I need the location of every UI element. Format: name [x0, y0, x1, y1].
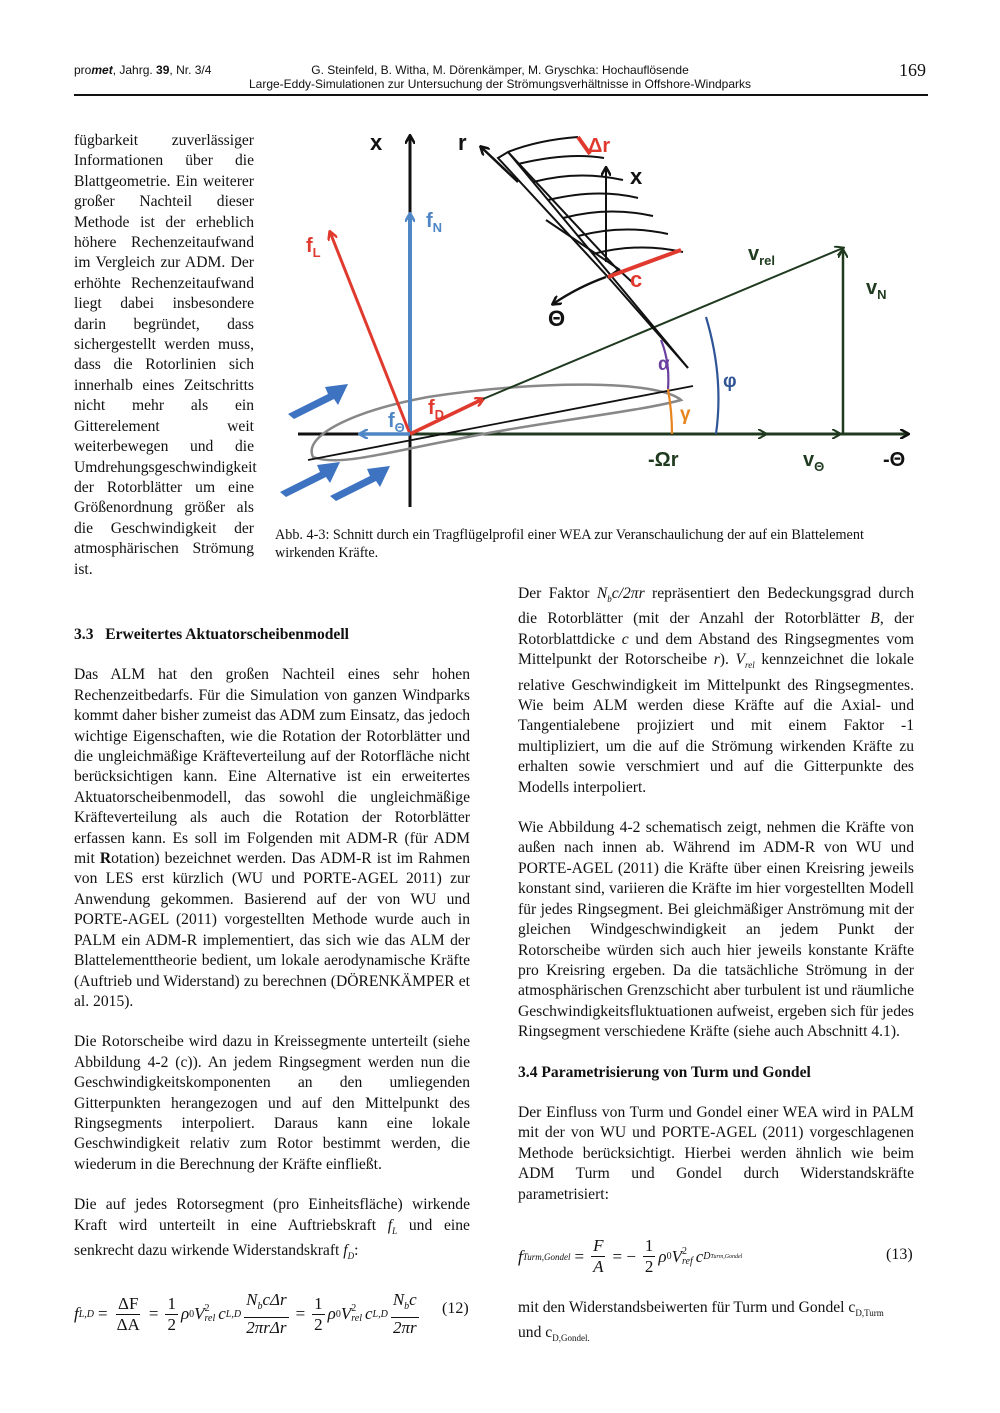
math-term: c [621, 630, 629, 648]
header-rule [74, 94, 928, 96]
eq-frac [244, 1290, 288, 1338]
narrow-column [74, 131, 257, 580]
eq-num: ΔF [118, 1293, 139, 1313]
paragraph-force-distribution: Wie Abbildung 4-2 schematisch zeigt, nehmen die Kräfte von außen nach innen ab. Während im ADM-R von WU und PORTE-AGEL (2011) die Kräfte über einen Kreisring jeweils konstant sind, variieren die Kräfte im hier vorgestellten Modell für jedes Ringsegment. Bei gleichmäßiger Anströmung mit der gleichen Windgeschwindigkeit an jedem Punkt der Rotorscheibe würden sich auch hier jeweils konstante Kräfte pro Kreisring ergeben. Da die tatsächliche Strömung in der atmosphärischen Grenzschicht aber turbulent ist und räumliche Geschwindigkeitsfluktuationen aufweist, ergeben sich für jedes Ringsegment verschiedene Kräfte (siehe auch Abschnitt 4.1). [518, 819, 914, 1041]
label-v-rel: $v_{rel}$ [748, 243, 776, 268]
eq-sub: rel [204, 1313, 216, 1324]
journal-rest: , Jahrg. [112, 63, 157, 77]
eq-term: V [340, 1304, 352, 1323]
section-3-3 [74, 625, 470, 1266]
text-span: und dem Abstand des Ringsegmentes vom Mittelpunkt der Rotorscheibe [518, 630, 914, 669]
v-rel-vector [483, 248, 843, 399]
math-term: r [713, 651, 720, 669]
text-span: Das ALM hat den großen Nachteil eines sehr hohen Rechenzeitbedarfs. Für die Simulation von ganzen Windparks kommt daher bisher zumeist das ADM zum Einsatz, das jedoch wichtige Eigenschaften, wie die Rotation der Rotorblätter und die ungleichmäßige Kräfteverteilung auf der Rotorfläche nicht berücksichtigen kann. Eine Alternative ist ein erweitertes Aktuatorscheibenmodell, das sowohl die ungleichmäßige Kräfteverteilung als auch die Rotation der Rotorblätter erfassen kann. Es soll im Folgenden mit ADM-R (für ADM mit [74, 666, 470, 868]
text-span: und eine senkrecht dazu wirkende Widerstandskraft [74, 1216, 470, 1259]
math-sub: L [392, 1225, 398, 1236]
eq-den: A [593, 1257, 604, 1276]
eq-sign: = − [612, 1246, 636, 1266]
label-x: x [370, 130, 383, 155]
label-phi: φ [723, 371, 737, 392]
eq-sub: L,D [78, 1308, 95, 1320]
eq-term: N [392, 1290, 405, 1309]
eq-subsub: Turm,Gondel [710, 1253, 743, 1260]
paragraph-solidity [518, 584, 914, 798]
eq-frac [391, 1290, 419, 1338]
running-title [230, 63, 770, 91]
eq-den [391, 1318, 419, 1338]
text-span: ). [719, 651, 736, 669]
chord-c-marker [608, 250, 681, 277]
text-span: mit den Widerstandsbeiwerten für Turm und Gondel c [518, 1299, 856, 1316]
eq-sup: 2 [204, 1303, 210, 1314]
eq-num: 1 [314, 1293, 323, 1313]
journal-prefix: pro [74, 63, 92, 77]
airfoil-profile [308, 385, 693, 461]
journal-info [74, 63, 211, 77]
eq-den: ΔA [116, 1314, 140, 1334]
eq-supsub [205, 1304, 216, 1324]
label-r: r [458, 130, 467, 155]
bold-r: R [99, 850, 112, 868]
f-L-vector [330, 232, 410, 434]
eq-den: 2 [167, 1314, 176, 1334]
phi-arc [706, 317, 718, 434]
label-neg-theta: -Θ [883, 449, 906, 471]
journal-emph: met [91, 63, 113, 77]
equation-12 [74, 1290, 422, 1338]
journal-issue: , Nr. 3/4 [169, 63, 212, 77]
right-column [518, 584, 914, 1205]
eq-sup: 2 [681, 1245, 687, 1257]
math-term: N [596, 585, 608, 602]
label-v-N: $v_N$ [866, 277, 887, 302]
text-span: kennzeichnet die lokale relative Geschwindigkeit im Mittelpunkt des Ringsegmentes. Wie beim ALM werden diese Kräfte auf die Axial- und Tangentialebene projiziert und mit einem Faktor -1 multipliziert, um die auf die Strömung wirkenden Kräfte zu erhalten sowie verschmiert und auf die Gitterpunkte des Modells interpoliert. [518, 651, 914, 796]
paragraph-tower-nacelle: Der Einfluss von Turm und Gondel einer WEA wird in PALM mit der von WU und PORTE-AGEL (2011) vorgeschlagenen Methode berücksichtigt. Hierbei werden ähnlich wie beim ADM Turm und Gondel durch Widerstandskräfte parametrisiert: [518, 1103, 914, 1203]
math-term: c/2πr [611, 585, 645, 602]
math-sub: rel [745, 660, 755, 671]
math-term: B [870, 610, 880, 628]
math-sub: b [607, 594, 612, 604]
eq-sub: rel [351, 1313, 362, 1324]
eq-term: V [194, 1304, 205, 1323]
eq-term: f [518, 1246, 523, 1266]
eq-den: 2 [314, 1314, 323, 1334]
math-f: f [387, 1216, 393, 1234]
text-span: otation) bezeichnet werden. Das ADM-R ist im Rahmen von LES erst kürzlich (WU und PORTE-AGEL 2011) zur Anwendung gekommen. Basierend auf der von WU und PORTE-AGEL (2011) vorgestellten Methode wurde auch in PALM ein ADM-R implementiert, das sich wie das ALM der Blattelementtheorie bedient, um lokale aerodynamische Kräfte (Auftrieb und Widerstand) zu berechnen (DÖRENKÄMPER et al. 2015). [74, 850, 470, 1010]
paragraph-rotor-segments: Die Rotorscheibe wird dazu in Kreissegmente unterteilt (siehe Abbildung 4-2 (c)). An jedem Ringsegment werden nun die Geschwindigkeitskomponenten an den umliegenden Gitterpunkten herangezogen und auf den Mittelpunkt des Ringsegments interpoliert. Daraus kann eine lokale Geschwindigkeit relativ zum Rotor bestimmt werden, die wiederum in die Berechnung der Kräfte einfließt. [74, 1033, 470, 1173]
eq-sub: D [703, 1251, 711, 1262]
section-heading-3-3: 3.3 Erweitertes Aktuatorscheibenmodell [74, 626, 350, 643]
eq-sub: Turm,Gondel [522, 1251, 571, 1262]
label-f-D: $f_D$ [428, 397, 445, 422]
eq-term: V [671, 1246, 682, 1266]
eq-sub: 0 [335, 1308, 341, 1320]
eq-term: f [74, 1304, 79, 1323]
paragraph-force-split [74, 1195, 470, 1266]
equation-12-number: (12) [442, 1300, 469, 1317]
paragraph-drag-coefficients [518, 1298, 914, 1349]
math-sub: D [347, 1250, 355, 1261]
text-span: repräsentiert den Bedeckungsgrad durch die Rotorblätter (mit der Anzahl der Rotorblätter [518, 585, 914, 628]
eq-term: 2πr [392, 1318, 417, 1337]
eq-num [391, 1290, 419, 1318]
text-span: und c [518, 1324, 553, 1342]
eq-sign: = [295, 1304, 306, 1323]
eq-sub: ref [681, 1255, 693, 1267]
eq-sub: L,D [225, 1308, 242, 1320]
eq-term: 2πrΔr [246, 1318, 287, 1337]
eq-term: c [695, 1246, 704, 1266]
eq-supsub [682, 1247, 693, 1267]
label-x-inset: x [630, 164, 643, 189]
eq-term: c [218, 1304, 226, 1323]
equation-13 [518, 1236, 742, 1277]
eq-frac [165, 1294, 178, 1335]
eq-frac [643, 1236, 656, 1277]
text-span: , der Rotorblattdicke [518, 610, 914, 648]
figure-airfoil-forces [278, 122, 928, 522]
text-span: Der Faktor [518, 585, 597, 602]
label-gamma: γ [680, 404, 691, 425]
journal-volume: 39 [156, 63, 170, 77]
figure-caption: Abb. 4-3: Schnitt durch ein Tragflügelprofil einer WEA zur Veranschaulichung der auf ein Blattelement wirkenden Kräfte. [275, 527, 864, 561]
page-number: 169 [899, 60, 926, 80]
narrow-paragraph: fügbarkeit zuverlässiger Informationen über die Blattgeometrie. Ein weiterer großer Nachteil dieser Methode ist der erheblich höhere Rechenzeitaufwand im Vergleich zur ADM. Der erhöhte Rechenzeitaufwand liegt dabei insbesondere darin begründet, dass sichergestellt werden muss, dass die Rotorlinien sich innerhalb eines Zeitschritts nicht mehr als ein Gitterelement weit weiterbewegen und die Umdrehungsgeschwindigkeit der Rotorblätter um eine Größenordnung größer als die Geschwindigkeit der atmosphärischen Strömung ist. [74, 132, 257, 578]
label-f-N: $f_N$ [426, 210, 443, 235]
eq-num: F [593, 1236, 604, 1255]
label-f-theta: $f_\Theta$ [388, 410, 405, 435]
eq-frac [115, 1294, 142, 1335]
eq-frac [312, 1294, 325, 1335]
eq-sub: 0 [666, 1251, 672, 1262]
title-line: Large-Eddy-Simulationen zur Untersuchung der Strömungsverhältnisse in Offshore-Windparks [248, 77, 752, 91]
authors-line: G. Steinfeld, B. Witha, M. Dörenkämper, M. Gryschka: Hochauflösende [311, 63, 689, 77]
eq-term: c [364, 1304, 373, 1323]
eq-sign: = [148, 1304, 159, 1323]
equation-13-number: (13) [886, 1246, 913, 1263]
eq-term: ρ [327, 1304, 336, 1323]
blade-element-inset [481, 137, 688, 368]
right-column-tail [518, 1298, 914, 1349]
eq-sub: b [404, 1301, 410, 1312]
eq-term: ρ [658, 1246, 667, 1266]
label-alpha: α [658, 354, 670, 375]
eq-sign: = [98, 1304, 108, 1323]
eq-den [244, 1318, 288, 1338]
eq-num [244, 1290, 288, 1318]
eq-sup: 2 [351, 1303, 357, 1314]
wind-arrows [280, 384, 390, 501]
eq-den: 2 [644, 1257, 654, 1276]
label-f-L: $f_L$ [306, 235, 321, 260]
eq-frac [591, 1236, 605, 1277]
label-delta-r: Δr [588, 135, 611, 157]
text-sub: D,Gondel. [552, 1333, 590, 1344]
eq-term: ρ [180, 1304, 190, 1323]
math-term: V [735, 651, 746, 669]
paragraph-adm-r [74, 665, 470, 1012]
eq-sub: b [257, 1301, 263, 1312]
eq-sub: L,D [372, 1308, 388, 1320]
eq-term: c [409, 1290, 417, 1309]
text-sub: D,Turm [855, 1308, 884, 1318]
label-c: c [630, 267, 643, 292]
math-f: f [343, 1241, 348, 1259]
text-span: : [354, 1241, 359, 1259]
label-theta: Θ [548, 306, 566, 331]
label-omega-r: -Ωr [648, 449, 679, 471]
eq-num: 1 [167, 1293, 176, 1313]
eq-num: 1 [644, 1236, 654, 1255]
eq-supsub [351, 1304, 362, 1324]
eq-sub: 0 [189, 1308, 195, 1320]
text-span: Die auf jedes Rotorsegment (pro Einheitsfläche) wirkende Kraft wird unterteilt in eine Auftriebskraft [74, 1196, 470, 1234]
label-v-theta: $v_\Theta$ [803, 449, 825, 474]
eq-term: cΔr [262, 1290, 287, 1309]
section-heading-3-4: 3.4 Parametrisierung von Turm und Gondel [518, 1063, 811, 1081]
eq-term: N [246, 1290, 258, 1309]
eq-sign: = [574, 1246, 585, 1266]
